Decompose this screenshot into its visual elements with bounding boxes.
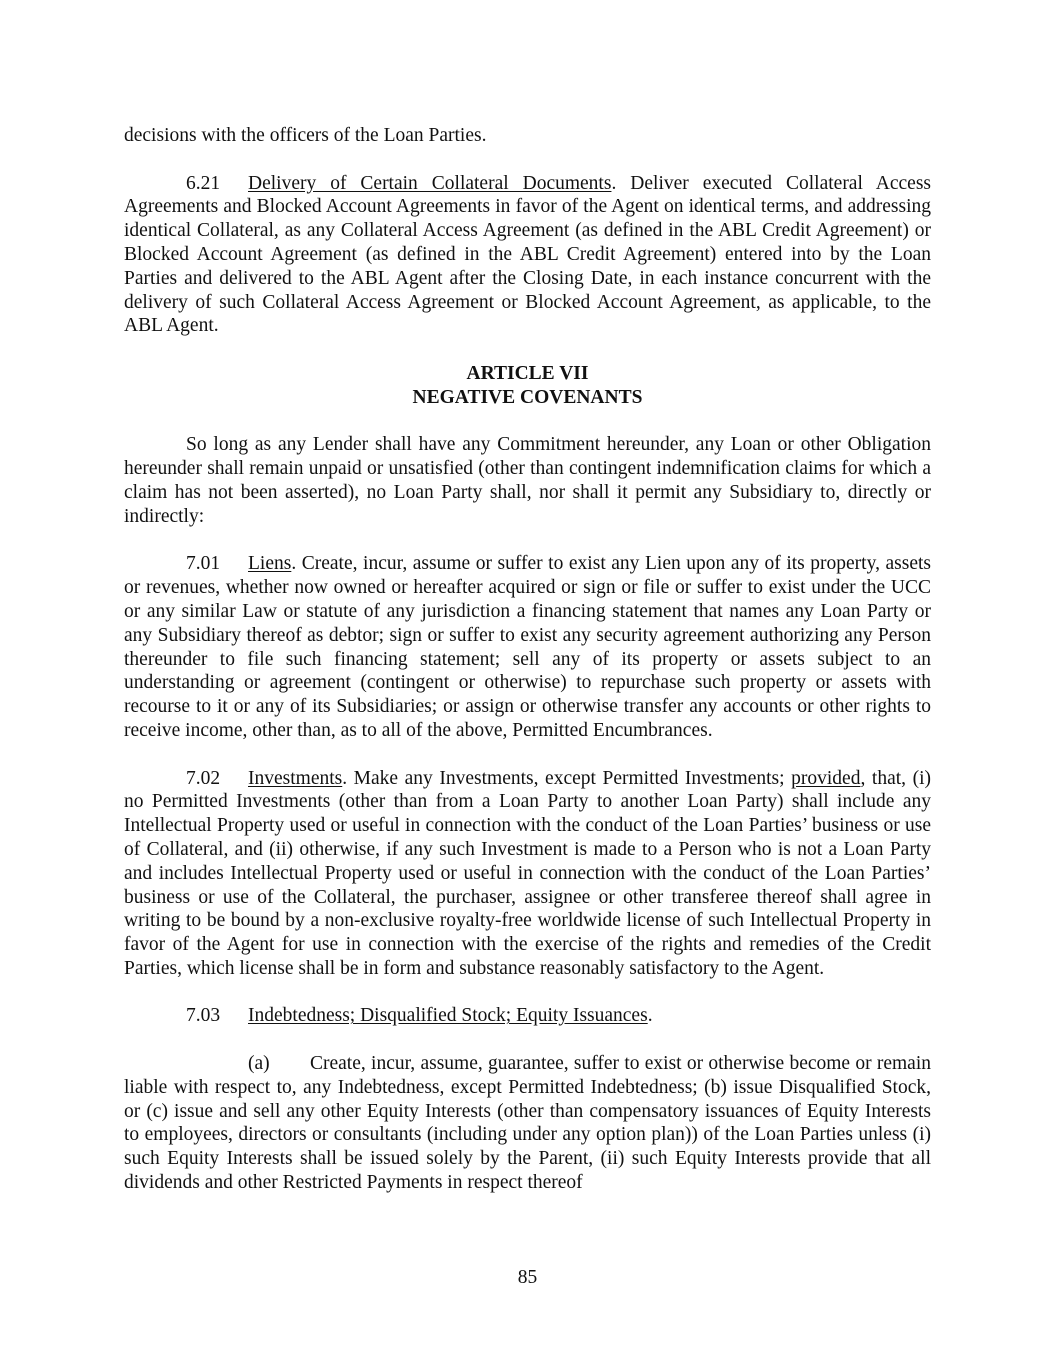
- section-6-21: [124, 172, 931, 339]
- section-7-01: [124, 552, 931, 742]
- section-body: . Deliver executed Collateral Access Agreements and Blocked Account Agreements in favor of the Agent on identical terms, and addressing identical Collateral, as any Collateral Access Agreement (as defined in the ABL Credit Agreement) or Blocked Account Agreement (as defined in the ABL Credit Agreement) entered into by the Loan Parties and delivered to the ABL Agent after the Closing Date, in each instance concurrent with the delivery of such Collateral Access Agreement or Blocked Account Agreement, as applicable, to the ABL Agent.: [124, 172, 931, 337]
- page-number: 85: [517, 1267, 538, 1288]
- section-title: Delivery of Certain Collateral Documents: [248, 172, 612, 194]
- section-title: Investments: [248, 767, 343, 789]
- article-intro-paragraph: So long as any Lender shall have any Commitment hereunder, any Loan or other Obligation hereunder shall remain unpaid or unsatisfied (other than contingent indemnification claims for which a claim has not been asserted), no Loan Party shall, nor shall it permit any Subsidiary to, directly or indirectly:: [124, 434, 931, 527]
- section-title-period: .: [647, 1005, 653, 1027]
- section-title: Indebtedness; Disqualified Stock; Equity Issuances: [248, 1005, 648, 1027]
- provided-term: provided: [791, 767, 861, 789]
- section-body: . Make any Investments, except Permitted Investments;: [342, 767, 792, 789]
- section-number: 7.02: [186, 767, 221, 789]
- section-number: 7.01: [186, 553, 221, 575]
- clause-label: (a): [248, 1053, 270, 1075]
- section-7-03: [124, 1004, 931, 1028]
- section-body: . Create, incur, assume or suffer to exist any Lien upon any of its property, assets or revenues, whether now owned or hereafter acquired or sign or file or suffer to exist under the UCC or any similar Law or statute of any jurisdiction a financing statement that names any Loan Party or any Subsidiary thereof as debtor; sign or suffer to exist any security agreement authorizing any Person thereunder to file such financing statement; sell any of its property or assets subject to an understanding or agreement (contingent or otherwise) to repurchase such property or assets with recourse to it or any of its Subsidiaries; or assign or otherwise transfer any accounts or other rights to receive income, other than, as to all of the above, Permitted Encumbrances.: [124, 553, 931, 741]
- section-body-continued: , that, (i) no Permitted Investments (other than from a Loan Party to another Loan Party) shall include any Intellectual Property used or useful in connection with the conduct of the Loan Parties’ business or use of Collateral, and (ii) otherwise, if any such Investment is made to a Person who is not a Loan Party and includes Intellectual Property used or useful in connection with the conduct of the Loan Parties’ business or use of the Collateral, the purchaser, assignee or other transferee thereof shall agree in writing to be bound by a non-exclusive royalty-free worldwide license of such Intellectual Property in favor of the Agent for use in connection with the exercise of the rights and remedies of the Credit Parties, which license shall be in form and substance reasonably satisfactory to the Agent.: [124, 767, 931, 979]
- section-number: 7.03: [186, 1005, 221, 1027]
- clause-7-03-a: [124, 1052, 931, 1195]
- article-title: NEGATIVE COVENANTS: [412, 386, 643, 408]
- carryover-paragraph: decisions with the officers of the Loan Parties.: [124, 125, 487, 146]
- section-number: 6.21: [186, 172, 221, 194]
- section-title: Liens: [248, 553, 292, 575]
- clause-body: Create, incur, assume, guarantee, suffer to exist or otherwise become or remain liable with respect to, any Indebtedness, except Permitted Indebtedness; (b) issue Disqualified Stock, or (c) issue and sell any other Equity Interests (other than compensatory issuances of Equity Interests to employees, directors or consultants (including under any option plan)) of the Loan Parties unless (i) such Equity Interests shall be issued solely by the Parent, (ii) such Equity Interests provide that all dividends and other Restricted Payments in respect thereof: [124, 1053, 931, 1194]
- article-number: ARTICLE VII: [466, 362, 589, 384]
- section-7-02: [124, 767, 931, 981]
- article-heading: [124, 362, 931, 410]
- document-page: [124, 124, 931, 1195]
